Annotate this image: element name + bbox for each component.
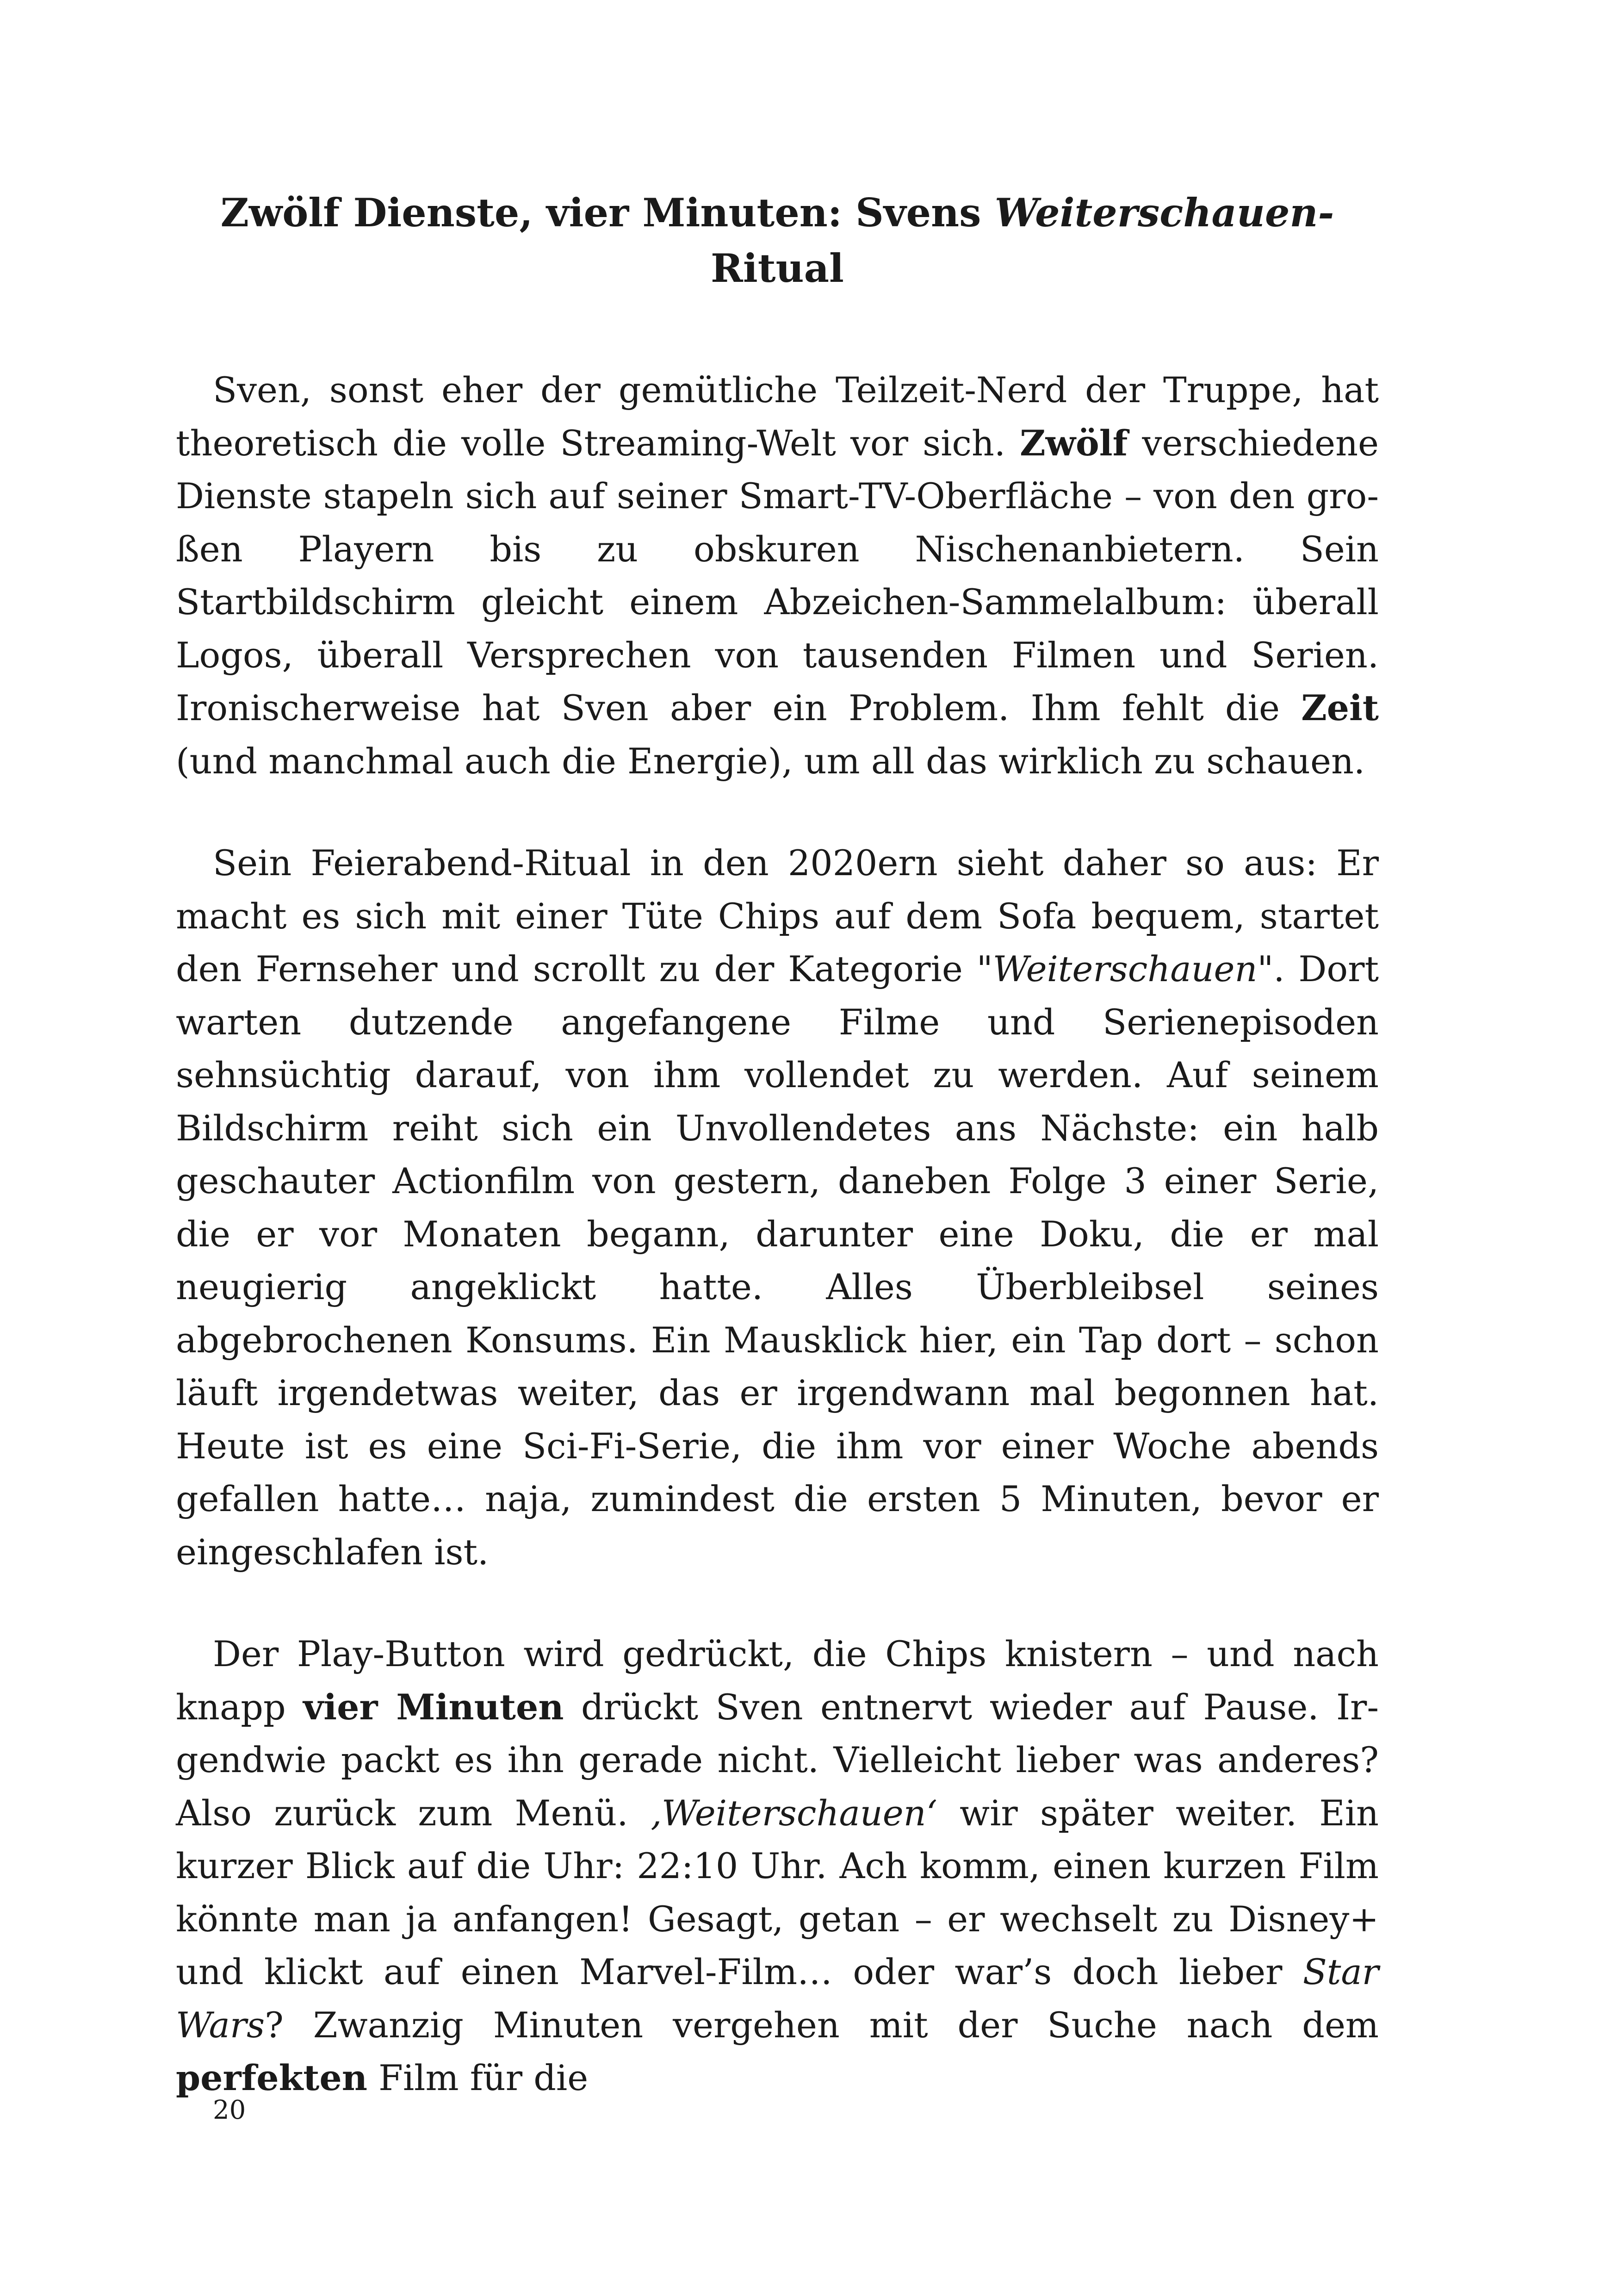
- paragraph-text: verschiedene Dienste stapeln sich auf seiner Smart-TV-Oberfläche – von den großen Playern bis zu obskuren Nischenanbietern. Sein Startbildschirm gleicht einem Abzeichen-Sammelalbum: überall Logos, überall Versprechen von tausenden Filmen und Serien. Ironischerweise hat Sven aber ein Problem. Ihm fehlt die: [176, 422, 1379, 728]
- chapter-title-line-2: Ritual: [711, 245, 844, 291]
- body-text: [176, 364, 1379, 2154]
- paragraph-1: [176, 364, 1379, 788]
- paragraph-text: Sven, sonst eher der gemütliche Teilzeit-Nerd der Truppe, hat theoretisch die volle Streaming-Welt vor sich.: [176, 369, 1379, 464]
- italic-emphasis: "Weiterschauen": [976, 948, 1274, 989]
- paragraph-3: [176, 1628, 1379, 2105]
- bold-emphasis: Zwölf: [1020, 422, 1128, 464]
- paragraph-text: ? Zwanzig Minuten vergehen mit der Suche nach dem: [265, 2004, 1379, 2046]
- paragraph-text: (und manchmal auch die Energie), um all das wirklich zu schauen.: [176, 740, 1365, 782]
- paragraph-text: drückt Sven entnervt wieder auf Pause. Irgendwie packt es ihn gerade nicht. Vielleicht lieber was anderes? Also zurück zum Menü.: [176, 1686, 1379, 1834]
- paragraph-text: Sein Feierabend-Ritual in den 2020ern sieht daher so aus: Er macht es sich mit einer Tüte Chips auf dem Sofa bequem, startet den Fernseher und scrollt zu der Kategorie: [176, 842, 1379, 989]
- paragraph-text: Der Play-Button wird gedrückt, die Chips knistern – und nach knapp: [176, 1633, 1379, 1728]
- chapter-title-emphasis: Weiterschauen-: [994, 190, 1334, 236]
- bold-emphasis: Zeit: [1301, 687, 1379, 728]
- chapter-title: [176, 185, 1379, 296]
- paragraph-text: . Dort warten dutzende angefangene Filme und Serienepisoden sehnsüchtig darauf, von ihm vollendet zu werden. Auf seinem Bildschirm reiht sich ein Unvollendetes ans Nächste: ein halb geschauter Actionfilm von gestern, daneben Folge 3 einer Serie, die er vor Monaten begann, darunter eine Doku, die er mal neugierig angeklickt hatte. Alles Überbleibsel seines abgebrochenen Konsums. Ein Mausklick hier, ein Tap dort – schon läuft irgendetwas weiter, das er irgendwann mal begonnen hat. Heute ist es eine Sci-Fi-Serie, die ihm vor einer Woche abends gefallen hatte… naja, zumindest die ersten 5 Minuten, bevor er eingeschlafen ist.: [176, 948, 1379, 1573]
- bold-emphasis: perfekten: [176, 2057, 367, 2098]
- italic-emphasis: Star Wars: [176, 1951, 1379, 2046]
- chapter-title-text: Zwölf Dienste, vier Minuten: Svens: [220, 190, 995, 236]
- paragraph-text: wir später weiter. Ein kurzer Blick auf die Uhr: 22:10 Uhr. Ach komm, einen kurzen Film könnte man ja anfangen! Gesagt, getan – er wechselt zu Disney+ und klickt auf einen Marvel-Film… oder war’s doch lieber: [176, 1792, 1379, 1992]
- paragraph-text: Film für die: [367, 2057, 589, 2098]
- paragraph-2: [176, 837, 1379, 1579]
- chapter-title-line-1: [176, 185, 1379, 241]
- page-number: 20: [213, 2095, 246, 2125]
- italic-emphasis: ‚Weiterschauen‘: [650, 1792, 937, 1834]
- bold-emphasis: vier Minuten: [303, 1686, 564, 1728]
